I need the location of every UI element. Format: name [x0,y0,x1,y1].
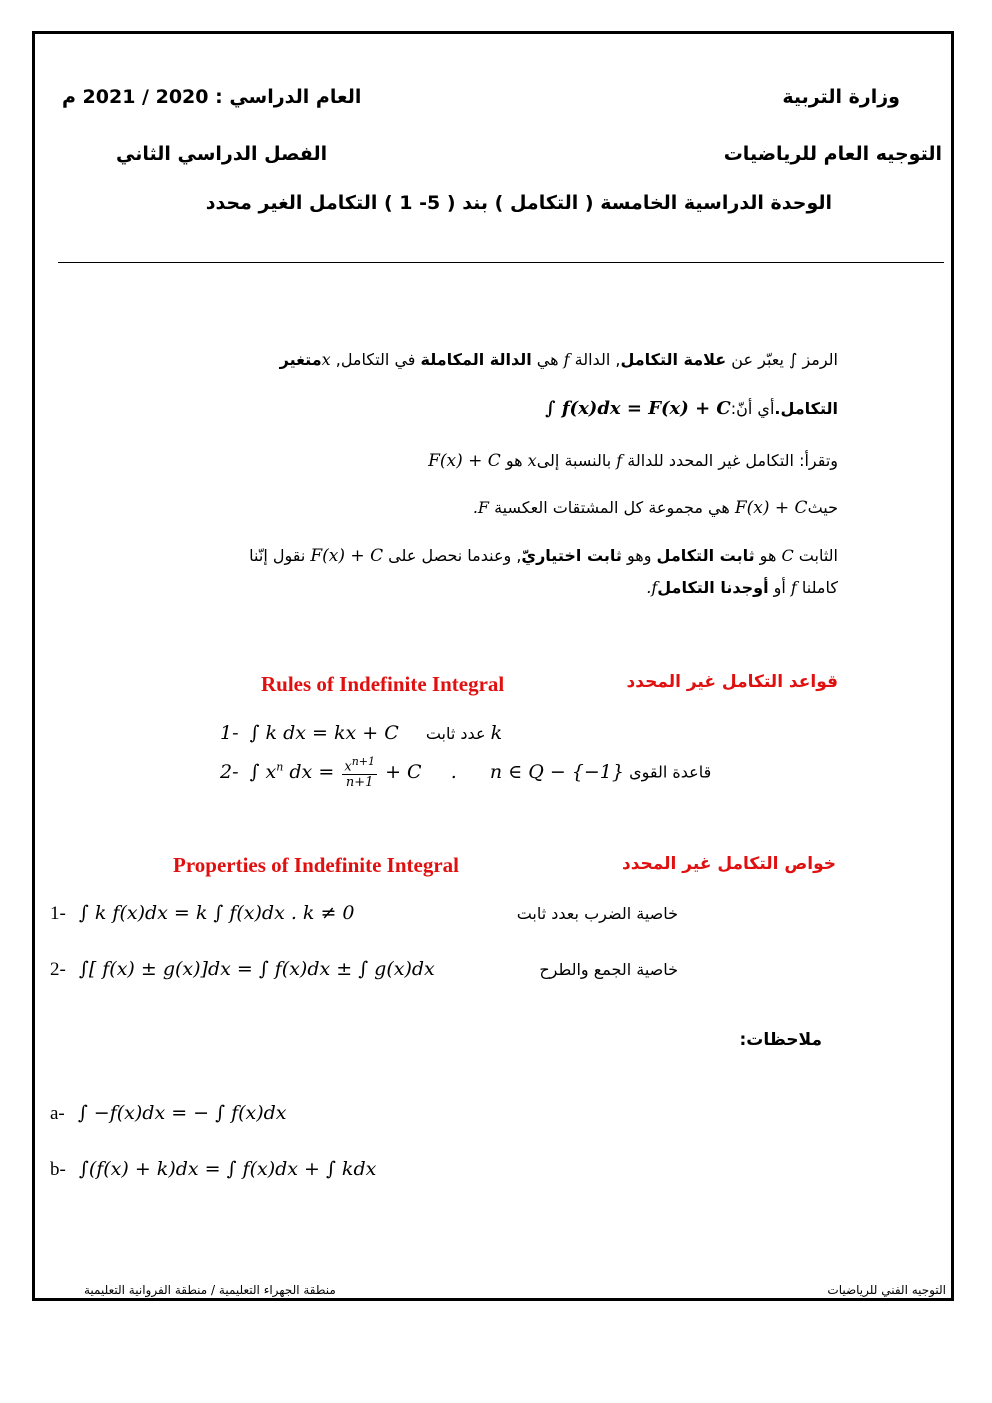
properties-title-en: Properties of Indefinite Integral [173,853,459,877]
rule-2: 2- ∫ $x^n$ dx = $\frac{x^{n+1}}{n+1}$ + C . n ∈ Q − {−1} قاعدة القوى [220,755,712,791]
semester: الفصل الدراسي الثاني [116,143,328,165]
property-2: 2- ∫[ f(x) ± g(x)]dx = ∫ f(x)dx ± ∫ g(x)dx [50,958,435,980]
properties-title-ar: خواص التكامل غير المحدد [621,854,836,874]
intro-line-4: حيثF(x) + C هي مجموعة كل المشتقات العكسية F. [472,498,838,518]
footer-left: منطقة الجهراء التعليمية / منطقة الفروانية التعليمية [84,1283,336,1297]
department-name: التوجيه العام للرياضيات [723,143,942,165]
intro-line-1: الرمز ∫ يعبّر عن علامة التكامل, الدالة f هي الدالة المكاملة في التكامل, xمتغير [279,350,838,369]
academic-year: العام الدراسي : 2020 / 2021 م [62,86,362,108]
note-a: a- ∫ −f(x)dx = − ∫ f(x)dx [50,1102,287,1124]
rule-1: 1- ∫ k dx = kx + C عدد ثابت k [220,722,503,744]
intro-line-3: وتقرأ: التكامل غير المحدد للدالة f بالنسبة إلىx هو F(x) + C [428,451,838,471]
property-1-note: خاصية الضرب بعدد ثابت [516,904,678,923]
intro-line-5: الثابت C هو ثابت التكامل وهو ثابت اختياريّ, وعندما نحصل على F(x) + C نقول إنّنا [249,546,838,566]
rule-1-note: عدد ثابت [425,724,486,743]
intro-line-2: التكامل.أي أنّ:∫ f(x)dx = F(x) + C [545,398,838,419]
property-2-note: خاصية الجمع والطرح [539,960,678,979]
intro-line-6: كاملنا f أو أوجدنا التكاملf. [646,578,838,597]
unit-title: الوحدة الدراسية الخامسة ( التكامل ) بند ( 5- 1 ) التكامل الغير محدد [205,192,832,214]
rule-2-note: قاعدة القوى [629,762,712,782]
note-b: b- ∫(f(x) + k)dx = ∫ f(x)dx + ∫ kdx [50,1158,377,1180]
notes-title: ملاحظات: [739,1030,822,1050]
ministry-name: وزارة التربية [782,86,900,108]
header-divider [58,262,944,263]
footer-right: التوجيه الفني للرياضيات [827,1283,946,1297]
property-1: 1- ∫ k f(x)dx = k ∫ f(x)dx . k ≠ 0 [50,902,355,924]
rule-2-fraction: $\frac{x^{n+1}}{n+1}$ [344,755,375,791]
rules-title-en: Rules of Indefinite Integral [261,672,505,696]
rules-title-ar: قواعد التكامل غير المحدد [626,672,838,692]
